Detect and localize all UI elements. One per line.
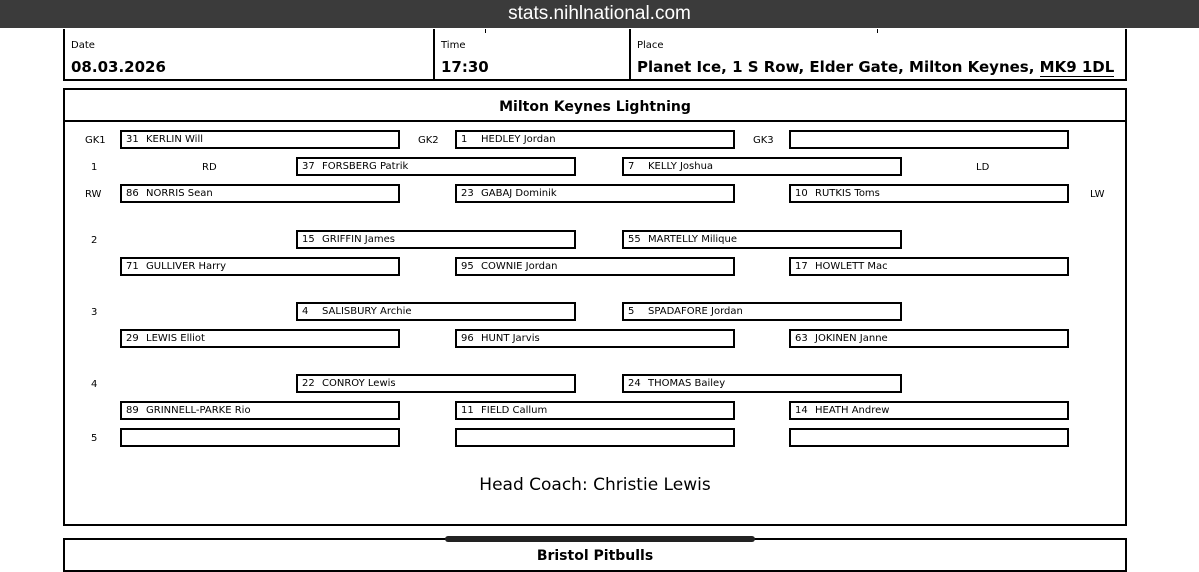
time-value: 17:30: [441, 58, 489, 76]
line-2-defender-1: [296, 230, 576, 249]
player-name: KELLY Joshua: [648, 161, 714, 172]
player-name: MARTELLY Milique: [648, 234, 738, 245]
player-name: GRINNELL-PARKE Rio: [146, 405, 251, 416]
player-number: 24: [628, 378, 641, 389]
line-2-forward-1: [120, 257, 400, 276]
line-4-defender-1: [296, 374, 576, 393]
line-5-forward-3: [789, 428, 1069, 447]
line-1-defender-1: [296, 157, 576, 176]
gk2-label: GK2: [418, 135, 439, 146]
line-4-forward-2: [455, 401, 735, 420]
player-name: SALISBURY Archie: [322, 306, 412, 317]
line-3-forward-2: [455, 329, 735, 348]
player-name: HOWLETT Mac: [815, 261, 888, 272]
player-name: RUTKIS Toms: [815, 188, 880, 199]
player-name: COWNIE Jordan: [481, 261, 558, 272]
next-team-name: Bristol Pitbulls: [536, 548, 654, 564]
rd-label: RD: [202, 162, 217, 173]
goalie-1-box: [120, 130, 400, 149]
date-label: Date: [71, 40, 95, 51]
line-1-forward-3: [789, 184, 1069, 203]
player-number: 10: [795, 188, 808, 199]
player-name: KERLIN Will: [146, 134, 204, 145]
time-cell: [433, 29, 629, 79]
player-number: 14: [795, 405, 808, 416]
player-number: 95: [461, 261, 474, 272]
player-name: GABAJ Dominik: [481, 188, 557, 199]
player-number: 96: [461, 333, 474, 344]
player-name: GRIFFIN James: [322, 234, 395, 245]
player-name: FIELD Callum: [481, 405, 548, 416]
line-1-forward-2: [455, 184, 735, 203]
player-number: 86: [126, 188, 139, 199]
head-coach: Head Coach: Christie Lewis: [479, 475, 711, 495]
line-2-forward-2: [455, 257, 735, 276]
player-number: 11: [461, 405, 474, 416]
player-number: 63: [795, 333, 808, 344]
line-5-label: 5: [91, 433, 98, 444]
team-lineup-panel: [63, 88, 1127, 526]
line-2-label: 2: [91, 235, 98, 246]
line-2-defender-2: [622, 230, 902, 249]
player-number: 31: [126, 134, 139, 145]
player-name: FORSBERG Patrik: [322, 161, 409, 172]
place-address: Planet Ice, 1 S Row, Elder Gate, Milton Keynes,: [637, 58, 1040, 76]
lw-label: LW: [1090, 189, 1105, 200]
player-number: 7: [628, 161, 635, 172]
player-name: HUNT Jarvis: [481, 333, 540, 344]
player-number: 29: [126, 333, 139, 344]
line-3-label: 3: [91, 307, 98, 318]
player-number: 71: [126, 261, 139, 272]
browser-url-bar[interactable]: [0, 0, 1199, 28]
time-label: Time: [441, 40, 466, 51]
date-value: 08.03.2026: [71, 58, 166, 76]
player-number: 4: [302, 306, 309, 317]
line-3-defender-2: [622, 302, 902, 321]
line-4-forward-3: [789, 401, 1069, 420]
player-number: 22: [302, 378, 315, 389]
player-name: GULLIVER Harry: [146, 261, 227, 272]
date-cell: [65, 29, 433, 79]
goalie-2-box: [455, 130, 735, 149]
player-number: 37: [302, 161, 315, 172]
line-3-forward-1: [120, 329, 400, 348]
line-2-forward-3: [789, 257, 1069, 276]
gk1-label: GK1: [85, 135, 106, 146]
place-postcode: MK9 1DL: [1039, 58, 1115, 76]
team-name: Milton Keynes Lightning: [65, 90, 1125, 122]
player-number: 23: [461, 188, 474, 199]
player-name: JOKINEN Janne: [815, 333, 888, 344]
line-1-forward-1: [120, 184, 400, 203]
player-name: THOMAS Bailey: [648, 378, 726, 389]
line-1-label: 1: [91, 162, 98, 173]
player-name: SPADAFORE Jordan: [648, 306, 743, 317]
gk3-label: GK3: [753, 135, 774, 146]
line-1-defender-2: [622, 157, 902, 176]
player-number: 15: [302, 234, 315, 245]
ld-label: LD: [976, 162, 990, 173]
line-4-label: 4: [91, 379, 98, 390]
goalie-3-box: [789, 130, 1069, 149]
url-text: stats.nihlnational.com: [508, 3, 691, 24]
line-3-forward-3: [789, 329, 1069, 348]
player-number: 17: [795, 261, 808, 272]
player-number: 89: [126, 405, 139, 416]
player-name: LEWIS Elliot: [146, 333, 205, 344]
player-number: 5: [628, 306, 635, 317]
player-name: HEDLEY Jordan: [481, 134, 556, 145]
place-cell: [629, 29, 1125, 79]
line-5-forward-1: [120, 428, 400, 447]
rw-label: RW: [85, 189, 102, 200]
line-4-defender-2: [622, 374, 902, 393]
player-name: NORRIS Sean: [146, 188, 213, 199]
horizontal-scrollbar[interactable]: [445, 536, 755, 542]
player-number: 55: [628, 234, 641, 245]
player-number: 1: [461, 134, 468, 145]
line-3-defender-1: [296, 302, 576, 321]
match-info-header: [63, 29, 1127, 81]
line-4-forward-1: [120, 401, 400, 420]
player-name: HEATH Andrew: [815, 405, 890, 416]
player-name: CONROY Lewis: [322, 378, 396, 389]
place-value: [637, 58, 1114, 76]
next-team-panel: [63, 538, 1127, 572]
line-5-forward-2: [455, 428, 735, 447]
place-label: Place: [637, 40, 664, 51]
